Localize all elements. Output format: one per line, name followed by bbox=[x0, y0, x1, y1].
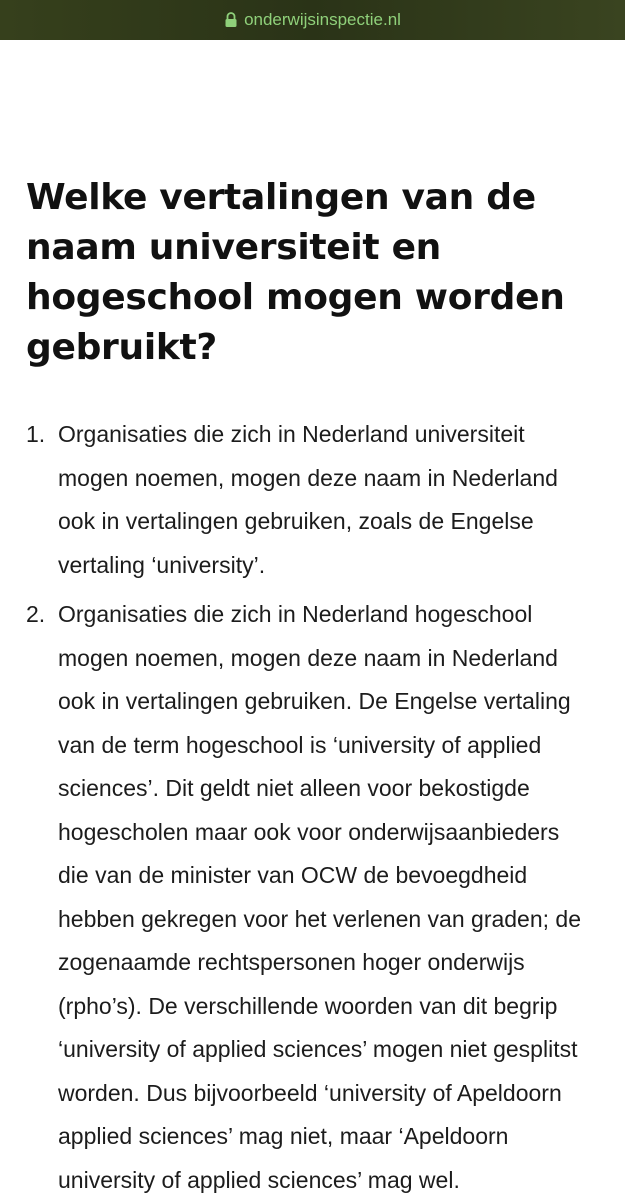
list-item-text: Organisaties die zich in Nederland universiteit mogen noemen, mogen deze naam in Nederland ook in vertalingen gebruiken, zoals de Engelse vertaling ‘university’. bbox=[58, 421, 558, 578]
list-item-number: 1. bbox=[26, 421, 46, 447]
list-item-number: 2. bbox=[26, 601, 46, 627]
article bbox=[0, 173, 625, 1202]
list-item-text: Organisaties die zich in Nederland hogeschool mogen noemen, mogen deze naam in Nederland ook in vertalingen gebruiken. De Engelse vertaling van de term hogeschool is ‘university of applied sciences’. Dit geldt niet alleen voor bekostigde hogescholen maar ook voor onderwijsaanbieders die van de minister van OCW de bevoegdheid hebben gekregen voor het verlenen van graden; de zogenaamde rechtspersonen hoger onderwijs (rpho’s). De verschillende woorden van dit begrip ‘university of applied sciences’ mogen niet gesplitst worden. Dus bijvoorbeeld ‘university of Apeldoorn applied sciences’ mag niet, maar ‘Apeldoorn university of applied sciences’ mag wel. bbox=[58, 601, 582, 1193]
lock-icon bbox=[224, 12, 238, 28]
list-item bbox=[26, 413, 595, 587]
answer-list bbox=[26, 413, 595, 1202]
page-title: Welke vertalingen van de naam universiteit en hogeschool mogen worden gebruikt? bbox=[26, 177, 565, 368]
browser-address-bar[interactable] bbox=[0, 0, 625, 40]
url-text[interactable]: onderwijsinspectie.nl bbox=[244, 10, 401, 29]
list-item bbox=[26, 593, 595, 1202]
